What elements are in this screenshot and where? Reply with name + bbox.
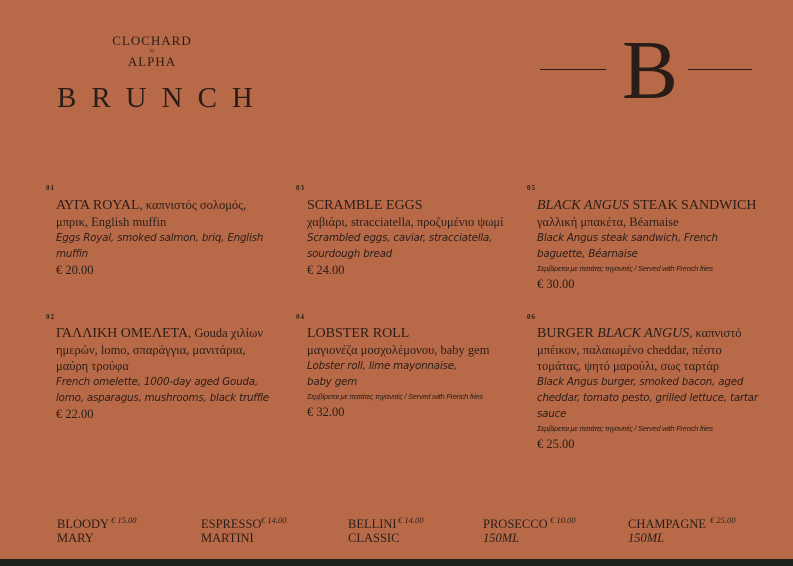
menu-item	[537, 325, 762, 452]
item-price: € 30.00	[537, 277, 575, 291]
brand-sub: ALPHA	[127, 54, 177, 69]
item-number: 01	[46, 184, 55, 192]
drink-item	[483, 515, 576, 545]
drink-price: € 25.00	[710, 515, 736, 525]
drink-sub: MARY	[57, 531, 94, 545]
drink-sub: MARTINI	[201, 531, 254, 545]
item-greek: χαβιάρι, stracciatella, προζυμένιο ψωμί	[307, 215, 504, 229]
item-greek: , καπνιστός σολομός, μπρικ, English muffin	[56, 198, 247, 229]
item-number: 02	[46, 313, 55, 321]
drink-name: BELLINI	[348, 517, 397, 531]
drink-item	[57, 515, 137, 545]
item-number: 04	[296, 313, 305, 321]
item-english: Lobster roll, lime mayonnaise, baby gem	[307, 360, 457, 388]
item-title: SCRAMBLE EGGS	[307, 198, 423, 213]
item-title: ΓΑΛΛΙΚΗ ΟΜΕΛΕΤΑ	[56, 326, 189, 341]
drink-name: CHAMPAGNE	[628, 517, 707, 531]
section-letter: B	[622, 24, 679, 117]
drink-item	[628, 515, 736, 545]
item-greek: γαλλική μπακέτα, Béarnaise	[537, 215, 679, 229]
drink-price: € 15.00	[111, 515, 137, 525]
item-number: 05	[527, 184, 536, 192]
item-english: Black Angus burger, smoked bacon, aged cheddar, tomato pesto, grilled lettuce, tartar sauce	[537, 376, 758, 420]
item-number: 03	[296, 184, 305, 192]
divider-right	[688, 69, 752, 70]
drink-item	[348, 515, 424, 545]
item-note: Σερβίρεται με πατάτες τηγανιτές / Served with French fries	[537, 424, 713, 433]
item-greek: , καπνιστό μπέικον, παλαιωμένο cheddar, πέστο τομάτας, ψητό μαρούλι, σως ταρτάρ	[537, 326, 742, 373]
item-price: € 24.00	[307, 263, 345, 277]
drink-name: BLOODY	[57, 517, 110, 531]
menu-item	[537, 197, 772, 292]
item-greek: μαγιονέζα μοσχολέμονου, baby gem	[307, 343, 490, 357]
item-english: Black Angus steak sandwich, French baguette, Béarnaise	[537, 232, 718, 260]
divider-left	[540, 69, 606, 70]
item-title: LOBSTER ROLL	[307, 326, 410, 341]
drink-sub: 150ML	[628, 531, 665, 545]
item-note: Σερβίρεται με πατάτες τηγανιτές / Served with French fries	[307, 392, 483, 401]
brand-logo	[90, 34, 214, 69]
item-price: € 20.00	[56, 263, 94, 277]
item-greek: , Gouda χιλίων ημερών, lomo, σπαράγγια, μανιτάρια, μαύρη τρούφα	[56, 326, 263, 373]
menu-item	[307, 197, 512, 278]
drink-sub: 150ML	[483, 531, 520, 545]
drink-price: € 10.00	[550, 515, 576, 525]
item-price: € 25.00	[537, 437, 575, 451]
footer-bar	[0, 559, 793, 566]
drink-price: € 14.00	[261, 515, 287, 525]
menu-item	[56, 197, 266, 278]
brand-name: CLOCHARD	[112, 33, 192, 48]
item-title: STEAK SANDWICH	[628, 198, 757, 213]
item-title-italic: BLACK ANGUS	[537, 198, 629, 213]
item-title: BURGER	[537, 326, 598, 341]
brand-by: by	[149, 49, 155, 54]
item-number: 06	[527, 313, 536, 321]
drink-name: ESPRESSO	[201, 517, 262, 531]
item-title: ΑΥΓΑ ROYAL	[56, 198, 140, 213]
section-title: BRUNCH	[57, 82, 268, 114]
drink-item	[201, 515, 287, 545]
item-english: French omelette, 1000-day aged Gouda, lomo, asparagus, mushrooms, black truffle	[56, 376, 269, 404]
menu-item	[56, 325, 271, 422]
item-title-italic: BLACK ANGUS	[597, 326, 690, 341]
item-price: € 22.00	[56, 407, 94, 421]
drink-price: € 14.00	[398, 515, 424, 525]
item-note: Σερβίρεται με πατάτες τηγανιτές / Served with French fries	[537, 264, 713, 273]
item-english: Eggs Royal, smoked salmon, briq, English muffin	[56, 232, 264, 260]
menu-item	[307, 325, 522, 420]
drink-name: PROSECCO	[483, 517, 548, 531]
item-english: Scrambled eggs, caviar, stracciatella, sourdough bread	[307, 232, 493, 260]
drink-sub: CLASSIC	[348, 531, 400, 545]
item-price: € 32.00	[307, 405, 345, 419]
